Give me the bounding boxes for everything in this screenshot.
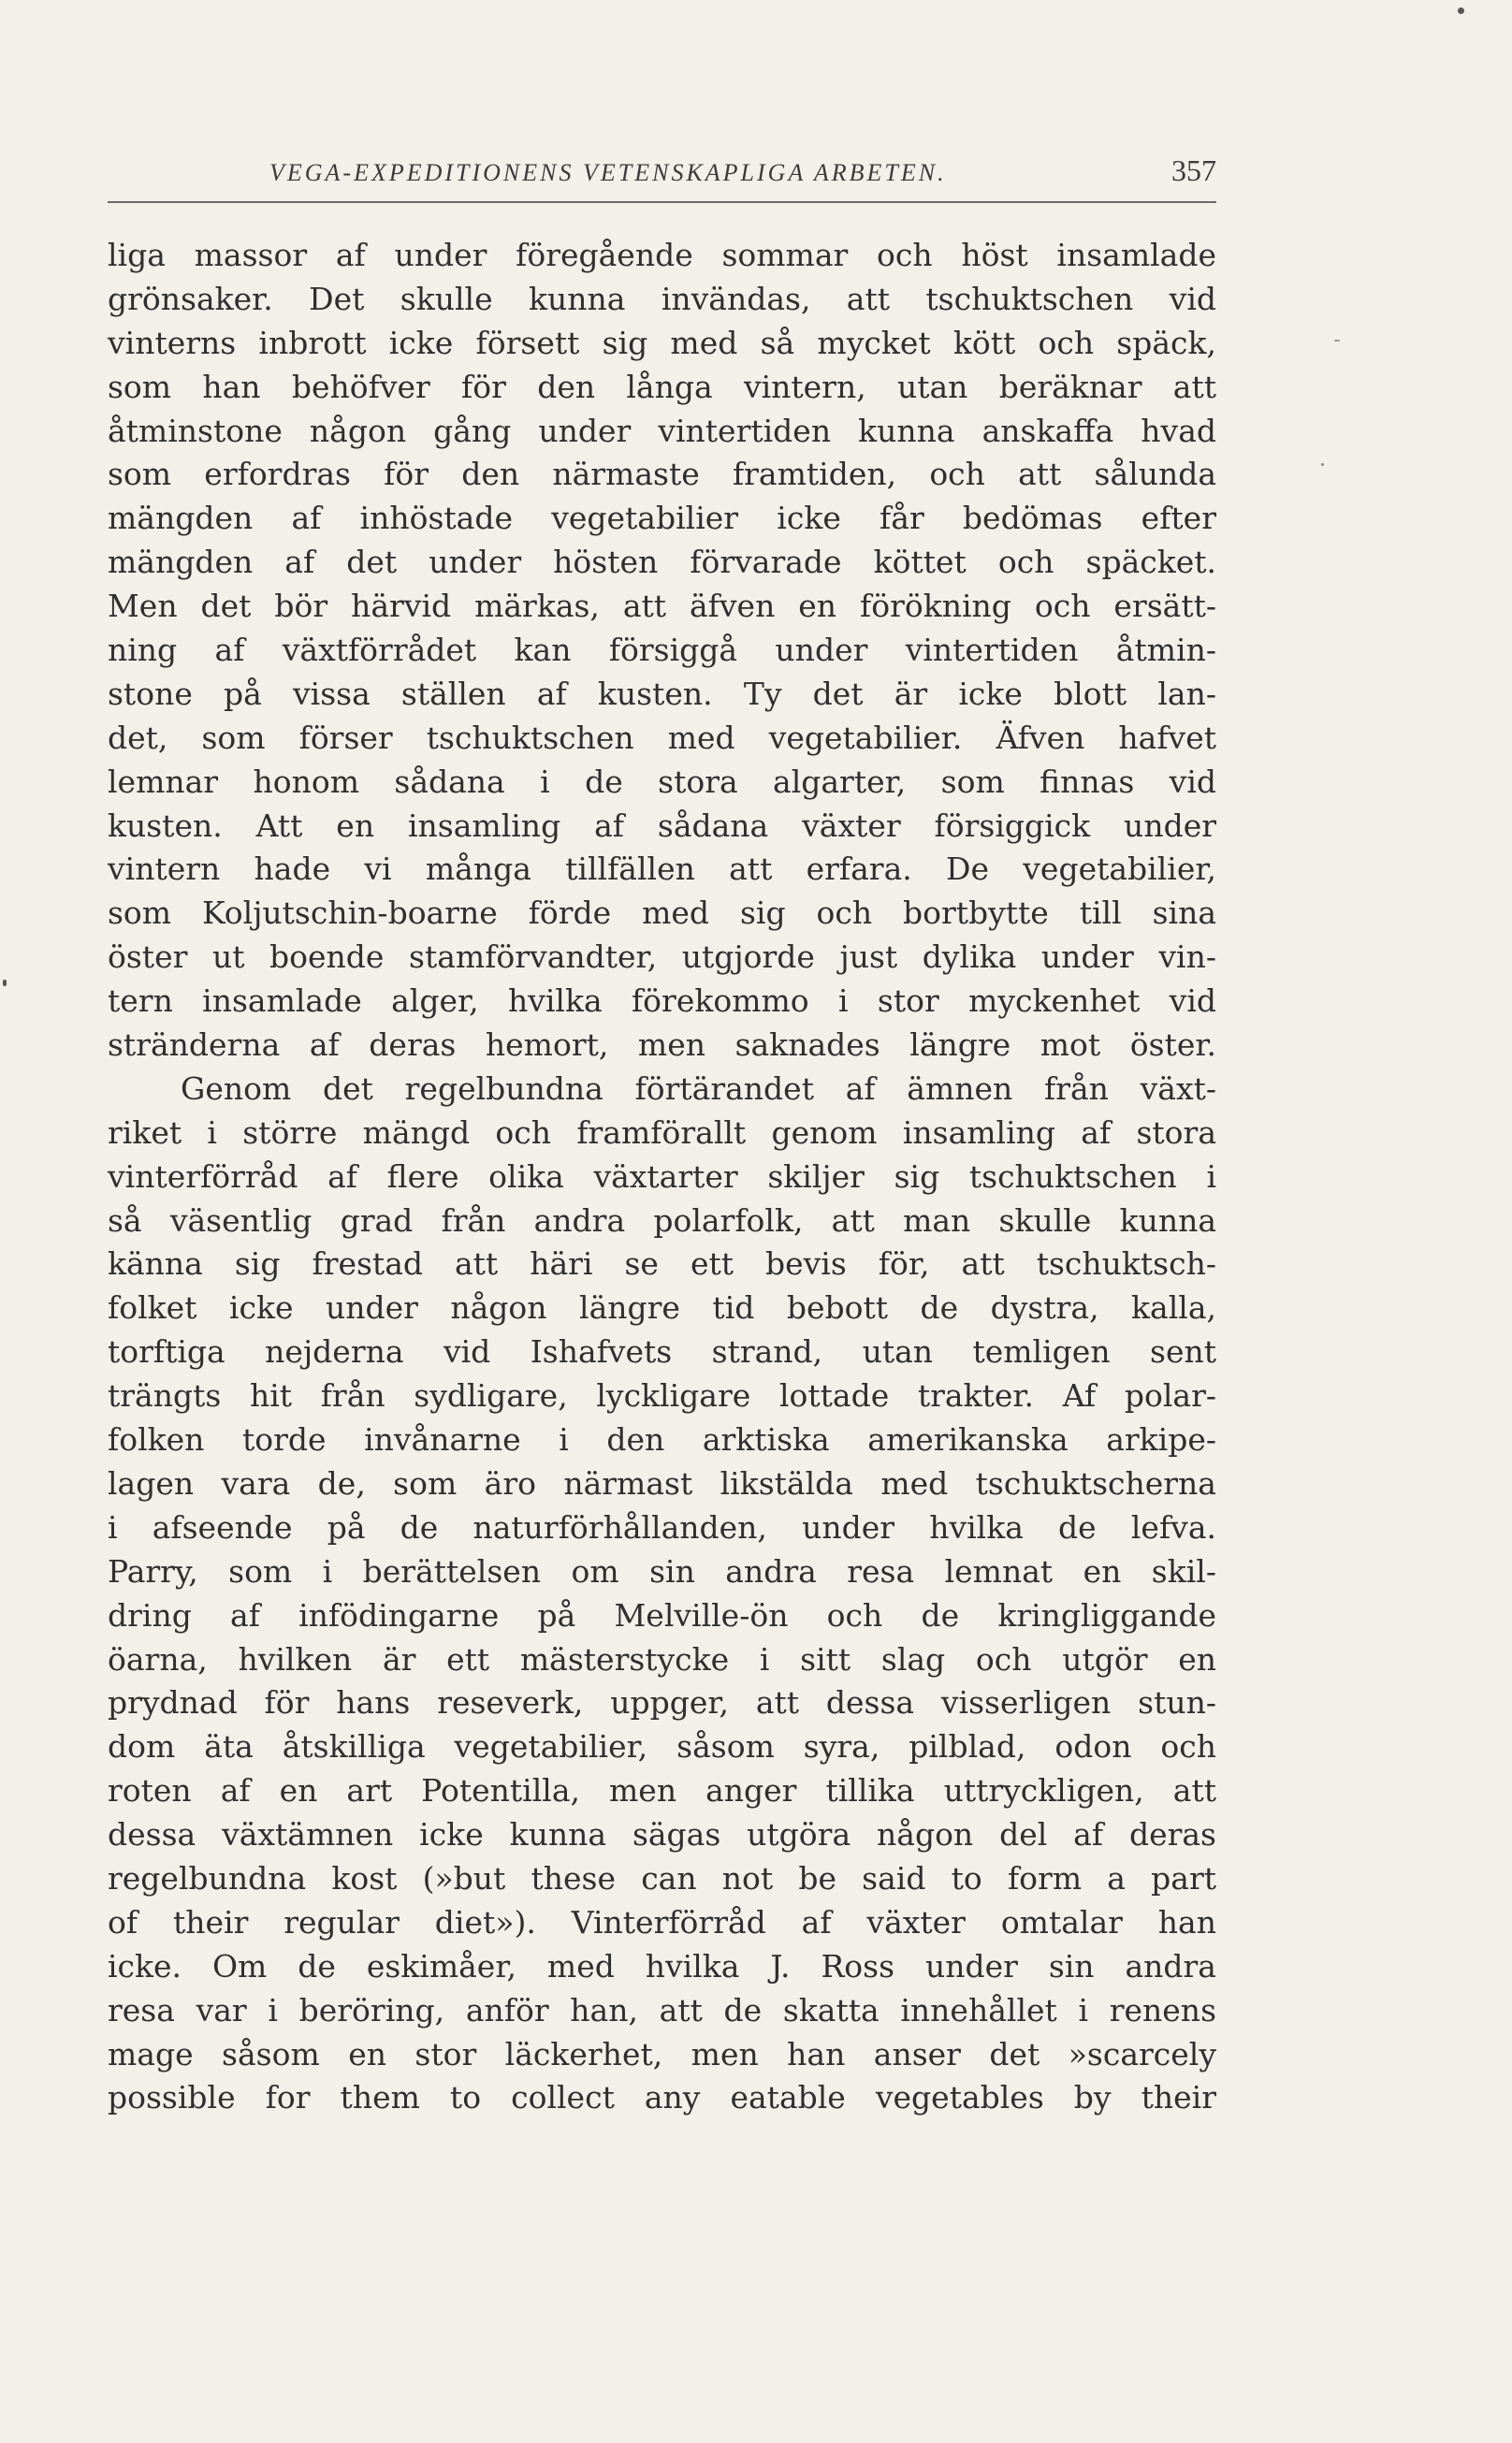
text-line: liga massor af under föregående sommar och höst insamlade bbox=[108, 237, 1216, 273]
paper-speck bbox=[3, 980, 7, 986]
paragraph-start-line: Genom det regelbundna förtärandet af ämnen från växt- bbox=[181, 1069, 1216, 1107]
text-line: lemnar honom sådana i de stora algarter, som finnas vid bbox=[108, 763, 1216, 800]
text-line: stränderna af deras hemort, men saknades längre mot öster. bbox=[108, 1026, 1216, 1064]
text-line: resa var i beröring, anför han, att de skatta innehållet i renens bbox=[108, 1991, 1216, 2029]
body-text bbox=[108, 234, 1216, 2120]
text-line: åtminstone någon gång under vintertiden kunna anskaffa hvad bbox=[108, 412, 1216, 449]
text-line: possible for them to collect any eatable vegetables by their bbox=[108, 2079, 1216, 2116]
paper-speck bbox=[1334, 340, 1340, 342]
text-line: öster ut boende stamförvandter, utgjorde just dylika under vin- bbox=[108, 938, 1216, 976]
running-header bbox=[108, 150, 1216, 187]
text-line: kusten. Att en insamling af sådana växter försiggick under bbox=[108, 807, 1216, 844]
text-line: vinterns inbrott icke försett sig med så mycket kött och späck, bbox=[108, 324, 1216, 361]
text-line: i afseende på de naturförhållanden, under hvilka de lefva. bbox=[108, 1508, 1216, 1546]
text-line: icke. Om de eskimåer, med hvilka J. Ross under sin andra bbox=[108, 1947, 1216, 1985]
text-line: känna sig frestad att häri se ett bevis för, att tschuktsch- bbox=[108, 1245, 1216, 1283]
text-line: of their regular diet»). Vinterförråd af växter omtalar han bbox=[108, 1903, 1216, 1941]
text-line: lagen vara de, som äro närmast likstälda med tschuktscherna bbox=[108, 1464, 1216, 1502]
text-line: mängden af det under hösten förvarade köttet och späcket. bbox=[108, 544, 1216, 581]
page-number: 357 bbox=[1171, 153, 1216, 187]
text-line: mängden af inhöstade vegetabilier icke får bedömas efter bbox=[108, 500, 1216, 537]
running-title: VEGA-EXPEDITIONENS VETENSKAPLIGA ARBETEN. bbox=[269, 159, 947, 186]
text-line: ning af växtförrådet kan försiggå under vintertiden åtmin- bbox=[108, 632, 1216, 669]
text-line: trängts hit från sydligare, lyckligare lottade trakter. Af polar- bbox=[108, 1377, 1216, 1415]
text-line: det, som förser tschuktschen med vegetabilier. Äfven hafvet bbox=[108, 719, 1216, 756]
text-line: dom äta åtskilliga vegetabilier, såsom syra, pilblad, odon och bbox=[108, 1728, 1216, 1766]
paper-speck bbox=[1321, 463, 1324, 466]
text-line: folken torde invånarne i den arktiska amerikanska arkipe- bbox=[108, 1421, 1216, 1459]
text-line: Parry, som i berättelsen om sin andra resa lemnat en skil- bbox=[108, 1552, 1216, 1590]
header-rule bbox=[108, 201, 1216, 203]
text-line: vinterförråd af flere olika växtarter skiljer sig tschuktschen i bbox=[108, 1157, 1216, 1195]
text-line: riket i större mängd och framförallt genom insamling af stora bbox=[108, 1113, 1216, 1151]
text-line: så väsentlig grad från andra polarfolk, att man skulle kunna bbox=[108, 1201, 1216, 1239]
text-line: som erfordras för den närmaste framtiden, och att sålunda bbox=[108, 456, 1216, 493]
paper-speck bbox=[1458, 7, 1464, 14]
text-line: vintern hade vi många tillfällen att erfara. De vegetabilier, bbox=[108, 851, 1216, 888]
text-line: mage såsom en stor läckerhet, men han anser det »scarcely bbox=[108, 2035, 1216, 2072]
text-line: dessa växtämnen icke kunna sägas utgöra någon del af deras bbox=[108, 1816, 1216, 1854]
text-line: grönsaker. Det skulle kunna invändas, att tschuktschen vid bbox=[108, 280, 1216, 317]
text-line: tern insamlade alger, hvilka förekommo i stor myckenhet vid bbox=[108, 982, 1216, 1020]
text-line: roten af en art Potentilla, men anger tillika uttryckligen, att bbox=[108, 1772, 1216, 1810]
text-line: öarna, hvilken är ett mästerstycke i sitt slag och utgör en bbox=[108, 1640, 1216, 1678]
text-line: regelbundna kost (»but these can not be said to form a part bbox=[108, 1859, 1216, 1897]
text-line: dring af infödingarne på Melville-ön och de kringliggande bbox=[108, 1596, 1216, 1634]
text-line: som Koljutschin-boarne förde med sig och bortbytte till sina bbox=[108, 894, 1216, 932]
text-line: torftiga nejderna vid Ishafvets strand, utan temligen sent bbox=[108, 1333, 1216, 1371]
text-line: som han behöfver för den långa vintern, utan beräknar att bbox=[108, 368, 1216, 405]
text-line: folket icke under någon längre tid bebott de dystra, kalla, bbox=[108, 1289, 1216, 1327]
text-line: Men det bör härvid märkas, att äfven en förökning och ersätt- bbox=[108, 588, 1216, 625]
text-line: stone på vissa ställen af kusten. Ty det är icke blott lan- bbox=[108, 675, 1216, 712]
text-line: prydnad för hans reseverk, uppger, att dessa visserligen stun- bbox=[108, 1684, 1216, 1722]
